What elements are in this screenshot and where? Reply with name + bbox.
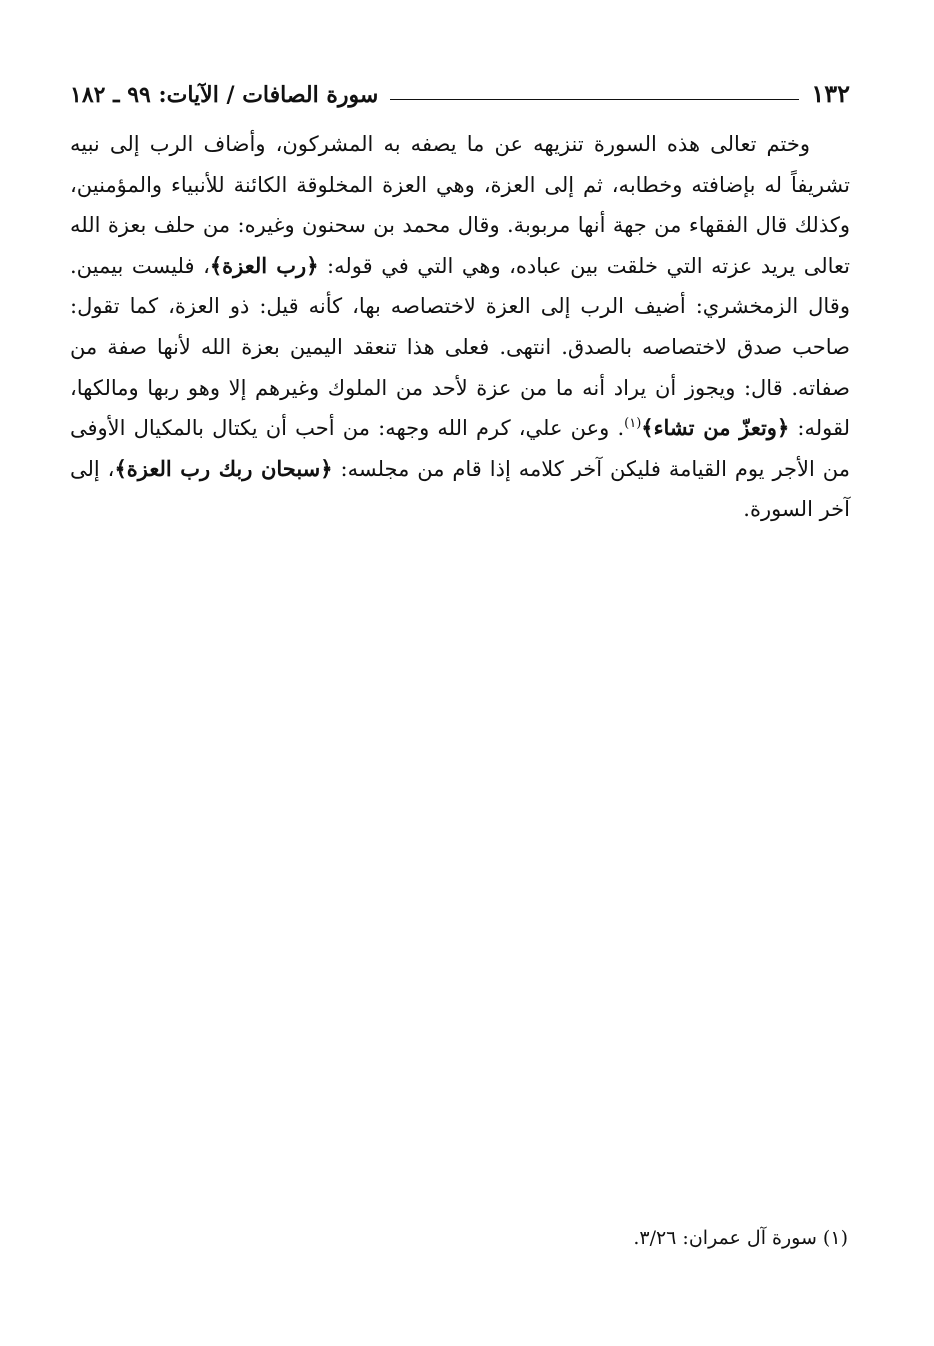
- text-segment: . وعن علي، كرم الله وجهه: من أحب أن يكتال بالمكيال الأوفى من الأجر يوم القيامة فليكن آخر كلامه إذا قام من مجلسه:: [70, 416, 850, 481]
- header-title: سورة الصافات / الآيات: ٩٩ ـ ١٨٢: [70, 82, 379, 108]
- paragraph: [70, 124, 850, 530]
- header-rule: [390, 99, 799, 100]
- quran-quote: ﴿وتعزّ من تشاء﴾: [641, 415, 790, 441]
- page-number: ١٣٢: [811, 79, 850, 108]
- body-text: [70, 124, 850, 530]
- footnote-reference: (١): [624, 416, 642, 432]
- quran-quote: ﴿رب العزة﴾: [209, 252, 319, 278]
- footnote: (١) سورة آل عمران: ٣/٢٦.: [633, 1227, 848, 1249]
- text-segment: وختم تعالى هذه السورة تنزيهه عن ما يصفه به المشركون، وأضاف الرب إلى نبيه تشريفاً له بإضافته وخطابه، ثم إلى العزة، وهي العزة المخلوقة الكائنة للأنبياء والمؤمنين، وكذلك قال الفقهاء من جهة أنها مربوبة. وقال محمد بن سحنون وغيره: من حلف بعزة الله تعالى يريد عزته التي خلقت بين عباده، وهي التي في قوله:: [70, 132, 850, 278]
- quran-quote: ﴿سبحان ربك رب العزة﴾: [114, 455, 333, 481]
- text-segment: ، فليست بيمين. وقال الزمخشري: أضيف الرب إلى العزة لاختصاصه بها، كأنه قيل: ذو العزة، كما تقول: صاحب صدق لاختصاصه بالصدق. انتهى. فعلى هذا تنعقد اليمين بعزة الله لأنها صفة من صفاته. قال: ويجوز أن يراد أنه ما من عزة لأحد من الملوك وغيرهم إلا وهو ربها ومالكها، لقوله:: [70, 253, 851, 441]
- text-segment: ، إلى آخر السورة.: [70, 456, 850, 522]
- running-header: [70, 72, 850, 106]
